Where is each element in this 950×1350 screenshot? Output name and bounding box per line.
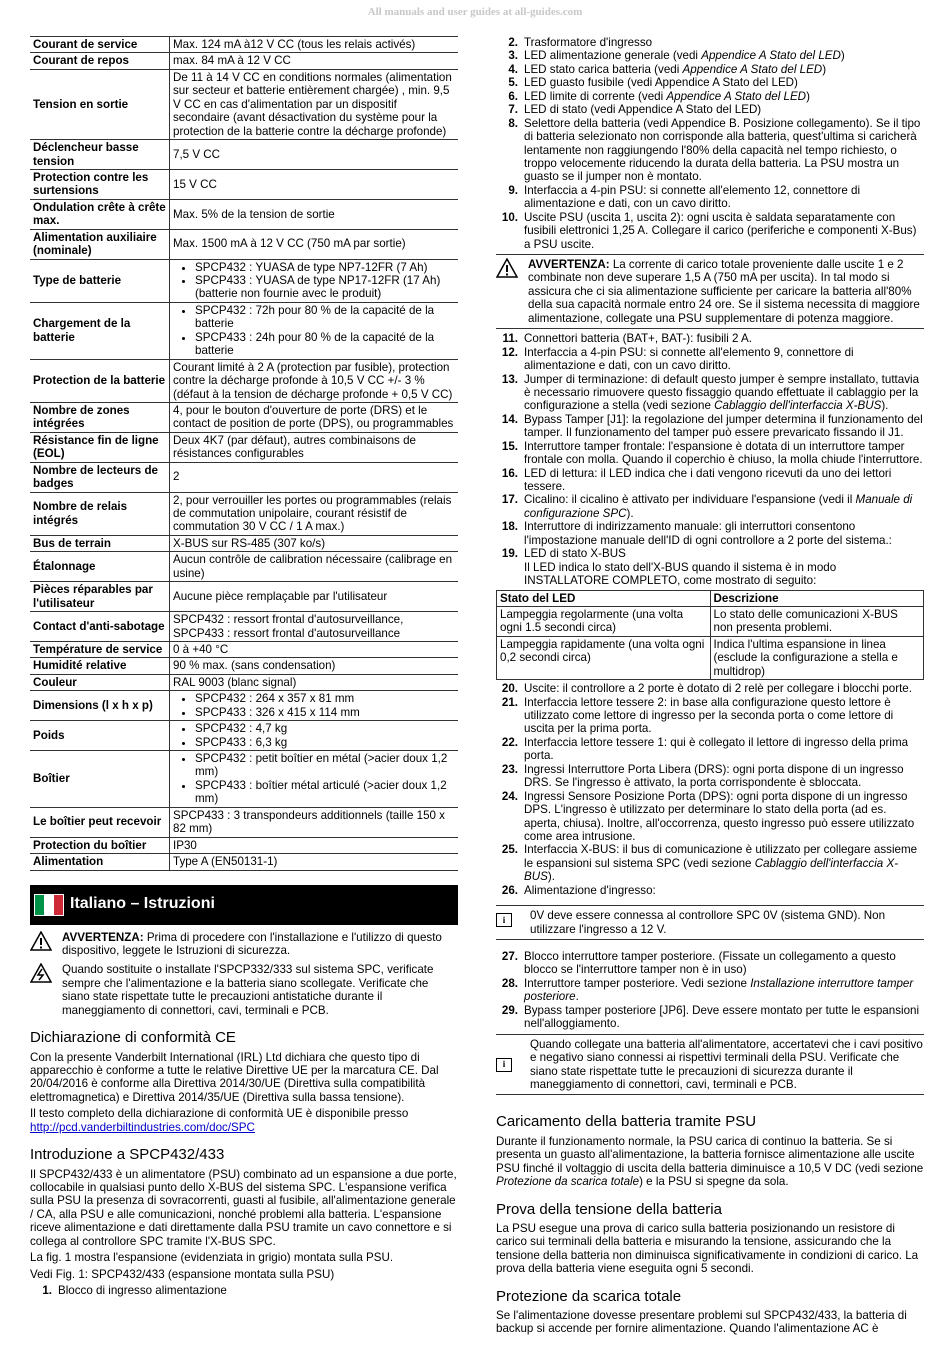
list-item: 1. Blocco di ingresso alimentazione bbox=[42, 1284, 227, 1298]
table-row bbox=[30, 641, 458, 657]
list-item: • SPCP432 : 72h pour 80 % de la capacité de la batterie bbox=[195, 304, 455, 331]
note-block-2 bbox=[496, 1038, 924, 1092]
test-heading: Prova della tensione della batteria bbox=[496, 1200, 722, 1218]
spec-value: 90 % max. (sans condensation) bbox=[170, 658, 459, 674]
spec-label: Résistance fin de ligne (EOL) bbox=[30, 432, 170, 462]
spec-label: Le boîtier peut recevoir bbox=[30, 807, 170, 837]
divider bbox=[496, 905, 924, 906]
spec-value: Deux 4K7 (par défaut), autres combinaisons de résistances configurables bbox=[170, 432, 459, 462]
spec-label: Ondulation crête à crête max. bbox=[30, 199, 170, 229]
warning-text-3: AVVERTENZA: La corrente di carico totale proveniente dalle uscite 1 e 2 combinate non deve superare 1,5 A (750 mA per uscita). In tal modo si assicura che ci sia alimentazione sufficiente per caricare la batteria all'80% della sua capacità normale entro 24 ore. Se il sistema necessita di maggiore alimentazione, collegate una PSU supplementare di potenza maggiore. bbox=[528, 258, 920, 325]
test-paragraph: La PSU esegue una prova di carico sulla batteria posizionando un resistore di carico sui terminali della batteria e misurando la tensione, assicurando che la tensione della batteria non diminuisca significativamente in condizioni di carico. La prova della batteria viene eseguita ogni 5 secondi. bbox=[496, 1221, 919, 1276]
spec-value: 7,5 V CC bbox=[170, 140, 459, 170]
spec-value: Courant limité à 2 A (protection par fusible), protection contre la décharge profonde à 10,5 V CC +/- 3 % (défaut à la tension de décharge profonde + 0,5 V CC) bbox=[170, 359, 459, 402]
spec-value: IP30 bbox=[170, 837, 459, 853]
table-cell: Lo stato delle comunicazioni X-BUS non presenta problemi. bbox=[710, 606, 924, 636]
list-item: 29. Bypass tamper posteriore [JP6]. Deve essere montato per tutte le espansioni nell'alloggiamento. bbox=[501, 1003, 920, 1031]
spec-label: Déclencheur basse tension bbox=[30, 140, 170, 170]
spec-value: max. 84 mA à 12 V CC bbox=[170, 53, 459, 69]
table-cell: Lampeggia rapidamente (una volta ogni 0,2 secondi circa) bbox=[497, 636, 711, 679]
spec-label: Courant de service bbox=[30, 37, 170, 53]
spec-value: Max. 124 mA à12 V CC (tous les relais activés) bbox=[170, 37, 459, 53]
ce-heading: Dichiarazione di conformità CE bbox=[30, 1029, 236, 1047]
table-row bbox=[30, 37, 458, 53]
list-item: 28. Interruttore tamper posteriore. Vedi sezione Installazione interruttore tamper posteriore. bbox=[501, 976, 914, 1004]
item19-description: Il LED indica lo stato dell'X-BUS quando il sistema è in modo INSTALLATORE COMPLETO, come mostrato di seguito: bbox=[524, 560, 837, 588]
list-item: 13. Jumper di terminazione: di default questo jumper è sempre installato, tuttavia è necessario rimuovere questo fissaggio quando effettuate il cablaggio per la configurazione a stella (vedi sezione Cablaggio dell'interfaccia X-BUS). bbox=[501, 372, 920, 413]
warning-text-1: AVVERTENZA: Prima di procedere con l'installazione e l'utilizzo di questo dispositivo, leggete le Istruzioni di sicurezza. bbox=[62, 930, 442, 957]
table-row bbox=[30, 169, 458, 199]
spec-label: Dimensions (l x h x p) bbox=[30, 691, 170, 721]
table-row bbox=[30, 721, 458, 751]
intro-paragraph-2: La fig. 1 mostra l'espansione (evidenziata in grigio) montata sulla PSU. bbox=[30, 1251, 394, 1265]
list-item: • SPCP432 : YUASA de type NP7-12FR (7 Ah) bbox=[195, 261, 455, 274]
spec-value: X-BUS sur RS-485 (307 ko/s) bbox=[170, 535, 459, 551]
table-row bbox=[30, 259, 458, 302]
spec-label: Tension en sortie bbox=[30, 69, 170, 139]
table-row bbox=[30, 535, 458, 551]
divider bbox=[496, 254, 924, 255]
table-row bbox=[30, 674, 458, 690]
intro-heading: Introduzione a SPCP432/433 bbox=[30, 1146, 225, 1164]
divider bbox=[496, 939, 924, 940]
list-item: 23. Ingressi Interruttore Porta Libera (DRS): ogni porta dispone di un ingresso DRS. Se l'ingresso è attivato, la porta corrispondente è sbloccata. bbox=[501, 762, 904, 790]
table-row bbox=[30, 751, 458, 808]
list-item: • SPCP433 : 6,3 kg bbox=[195, 736, 455, 749]
table-row bbox=[30, 359, 458, 402]
header-cell: Descrizione bbox=[710, 590, 924, 606]
list-item: 27. Blocco interruttore tamper posteriore. (Fissate un collegamento a questo blocco se l'interruttore tamper non è in uso) bbox=[501, 950, 896, 977]
divider bbox=[496, 1034, 924, 1035]
protection-paragraph: Se l'alimentazione dovesse presentare problemi sul SPCP432/433, la batteria di backup si accende per fornire alimentazione. Quando l'alimentazione AC è bbox=[496, 1309, 907, 1336]
spec-value: Aucune pièce remplaçable par l'utilisateur bbox=[170, 582, 459, 612]
right-column bbox=[496, 36, 924, 1339]
list-item: • SPCP433 : 24h pour 80 % de la capacité de la batterie bbox=[195, 331, 455, 358]
spec-value bbox=[170, 721, 459, 751]
spec-label: Nombre de lecteurs de badges bbox=[30, 462, 170, 492]
flag-red bbox=[54, 895, 63, 915]
charge-paragraph: Durante il funzionamento normale, la PSU carica di continuo la batteria. Se si presenta un guasto all'alimentazione, la batteria fornisce alimentazione alle uscite PSU finché il voltaggio di uscita della batteria diminuisce a 10,5 V DC (vedi sezione Protezione da scarica totale) e la PSU si spegne da sola. bbox=[496, 1134, 924, 1189]
spec-value: SPCP432 : ressort frontal d'autosurveillance, SPCP433 : ressort frontal d'autosurveillance bbox=[170, 612, 459, 642]
spec-value: De 11 à 14 V CC en conditions normales (alimentation sur secteur et batterie entièrement chargée) , min. 9,5 V CC en cas d'alimentation par un dispositif secondaire (avant désactivation du système pour la protection de la batterie contre la décharge profonde) bbox=[170, 69, 459, 139]
item-list-a bbox=[496, 36, 924, 251]
table-row bbox=[30, 658, 458, 674]
warning-icon bbox=[30, 931, 52, 951]
spec-value: 4, pour le bouton d'ouverture de porte (DRS) et le contact de position de porte (DPS), ou programmables bbox=[170, 402, 459, 432]
table-row bbox=[30, 837, 458, 853]
list-item: 12. Interfaccia a 4-pin PSU: si connette all'elemento 9, connettore di alimentazione e dati, con un cavo diritto. bbox=[501, 345, 854, 373]
spec-value: 2 bbox=[170, 462, 459, 492]
spec-label: Nombre de relais intégrés bbox=[30, 492, 170, 535]
table-row bbox=[30, 199, 458, 229]
list-item: 24. Ingressi Sensore Posizione Porta (DPS): ogni porta dispone di un ingresso DPS. L'ingresso è utilizzato per determinare lo stato della porta (ad es. aperta, chiusa). Inoltre, all'occorrenza, questo ingresso può essere utilizzato come area intrusione. bbox=[501, 789, 915, 843]
table-row bbox=[30, 582, 458, 612]
spec-label: Température de service bbox=[30, 641, 170, 657]
list-item: 2. Trasformatore d'ingresso bbox=[508, 36, 653, 49]
ce-paragraph: Con la presente Vanderbilt International (IRL) Ltd dichiara che questo tipo di apparecchio è conforme a tutte le relative Direttive UE per la marcatura CE. Dal 20/04/2016 è conforme alla Direttiva 2014/30/UE (Direttiva sulla compatibilità elettromagnetica) e Direttiva 2014/35/UE (Direttiva sulla bassa tensione). bbox=[30, 1050, 439, 1104]
spec-value: 0 à +40 °C bbox=[170, 641, 459, 657]
spec-value: 15 V CC bbox=[170, 169, 459, 199]
flag-green bbox=[35, 895, 44, 915]
italian-flag-icon bbox=[34, 894, 64, 916]
spec-value: RAL 9003 (blanc signal) bbox=[170, 674, 459, 690]
list-item: 19. LED di stato X-BUS bbox=[501, 547, 626, 561]
table-row bbox=[30, 302, 458, 359]
list-item: 5. LED guasto fusibile (vedi Appendice A Stato del LED) bbox=[508, 76, 798, 90]
table-row bbox=[30, 140, 458, 170]
list-item: 14. Bypass Tamper [J1]: la regolazione del jumper determina il funzionamento del tamper. Il funzionamento del tamper può essere prevaricato fissando il J1. bbox=[501, 412, 923, 440]
flag-white bbox=[44, 895, 53, 915]
item-list-b bbox=[496, 332, 924, 560]
ce-link[interactable]: http://pcd.vanderbiltindustries.com/doc/SPC bbox=[30, 1120, 255, 1134]
spec-label: Protection du boîtier bbox=[30, 837, 170, 853]
table-row bbox=[30, 462, 458, 492]
list-item: • SPCP433 : boîtier métal articulé (>acier doux 1,2 mm) bbox=[195, 779, 455, 806]
spec-label: Couleur bbox=[30, 674, 170, 690]
spec-label: Nombre de zones intégrées bbox=[30, 402, 170, 432]
spec-label: Chargement de la batterie bbox=[30, 302, 170, 359]
list-item: 4. LED stato carica batteria (vedi Appendice A Stato del LED) bbox=[508, 62, 827, 76]
warning-icon bbox=[496, 258, 518, 278]
intro-paragraph: Il SPCP432/433 è un alimentatore (PSU) combinato ad un espansione a due porte, collocabile in qualsiasi punto dello X-BUS del sistema SPC. L'espansione verifica sulla PSU la presenza di sovracorrenti, guasti al fusibile, all'alimentazione generale / CA, alla PSU e alle comunicazioni, nonché problemi alla batteria. L'espansione riceve alimentazione e dati direttamente dalla PSU tramite un cavo connettore e si collega al controllore SPC tramite l'X-BUS SPC. bbox=[30, 1167, 457, 1248]
table-cell: Indica l'ultima espansione in linea (esclude la configurazione a stella e multidrop) bbox=[710, 636, 924, 679]
led-table-header bbox=[497, 590, 924, 606]
list-item: 26. Alimentazione d'ingresso: bbox=[501, 883, 656, 897]
spec-value: 2, pour verrouiller les portes ou programmables (relais de commutation unipolaire, courant résistif de commutation 30 V CC / 1 A max.) bbox=[170, 492, 459, 535]
spec-label: Bus de terrain bbox=[30, 535, 170, 551]
spec-value bbox=[170, 751, 459, 808]
table-cell: Lampeggia regolarmente (una volta ogni 1.5 secondi circa) bbox=[497, 606, 711, 636]
table-row bbox=[30, 612, 458, 642]
table-row bbox=[30, 552, 458, 582]
list-item: 16. LED di lettura: il LED indica che i dati vengono ricevuti da uno dei lettori tessere. bbox=[501, 466, 892, 493]
table-row bbox=[30, 69, 458, 139]
spec-label: Protection contre les surtensions bbox=[30, 169, 170, 199]
table-row bbox=[30, 691, 458, 721]
spec-label: Poids bbox=[30, 721, 170, 751]
list-item: 22. Interfaccia lettore tessere 1: qui è collegato il lettore di ingresso della prima porta. bbox=[501, 735, 909, 763]
header-cell: Stato del LED bbox=[497, 590, 711, 606]
divider bbox=[496, 1094, 924, 1095]
list-item: • SPCP432 : 264 x 357 x 81 mm bbox=[195, 692, 455, 705]
charge-heading: Caricamento della batteria tramite PSU bbox=[496, 1113, 757, 1131]
spec-label: Boîtier bbox=[30, 751, 170, 808]
protection-heading: Protezione da scarica totale bbox=[496, 1287, 682, 1305]
info-icon: i bbox=[496, 1058, 512, 1072]
table-row bbox=[497, 636, 924, 679]
list-item: 25. Interfaccia X-BUS: il bus di comunicazione è utilizzato per collegare assieme le espansioni sul sistema SPC (vedi sezione Cablaggio dell'interfaccia X-BUS). bbox=[501, 843, 918, 884]
spec-value: Max. 5% de la tension de sortie bbox=[170, 199, 459, 229]
note-text-1: 0V deve essere connessa al controllore SPC 0V (sistema GND). Non utilizzare l'ingresso a 12 V. bbox=[530, 909, 886, 936]
spec-label: Alimentation auxiliaire (nominale) bbox=[30, 229, 170, 259]
left-item-list bbox=[30, 1284, 458, 1297]
list-item: 17. Cicalino: il cicalino è attivato per individuare l'espansione (vedi il Manuale di configurazione SPC). bbox=[501, 493, 913, 520]
table-row bbox=[30, 53, 458, 69]
list-item: • SPCP433 : YUASA de type NP17-12FR (17 Ah) (batterie non fournie avec le produit) bbox=[195, 274, 455, 301]
spec-table bbox=[30, 36, 458, 871]
led-status-table bbox=[496, 590, 924, 681]
spec-label: Alimentation bbox=[30, 854, 170, 870]
list-item: 21. Interfaccia lettore tessere 2: in base alla configurazione questo lettore è utilizzato come lettore di ingresso per la seconda porta o come lettore di uscita per la prima porta. bbox=[501, 695, 894, 736]
list-item: 11. Connettori batteria (BAT+, BAT-): fusibili 2 A. bbox=[502, 332, 752, 346]
list-item: 7. LED di stato (vedi Appendice A Stato del LED) bbox=[508, 103, 762, 117]
spec-value: Max. 1500 mA à 12 V CC (750 mA par sortie) bbox=[170, 229, 459, 259]
table-row bbox=[30, 807, 458, 837]
spec-label: Humidité relative bbox=[30, 658, 170, 674]
warning-block-1 bbox=[30, 931, 458, 958]
info-icon: i bbox=[496, 913, 512, 927]
spec-value bbox=[170, 302, 459, 359]
item-list-c bbox=[496, 682, 924, 897]
spec-label: Courant de repos bbox=[30, 53, 170, 69]
intro-paragraph-3: Vedi Fig. 1: SPCP432/433 (espansione montata sulla PSU) bbox=[30, 1267, 335, 1281]
spec-label: Pièces réparables par l'utilisateur bbox=[30, 582, 170, 612]
list-item: • SPCP432 : 4,7 kg bbox=[195, 722, 455, 735]
list-item: 15. Interruttore tamper frontale: l'espansione è dotata di un interruttore tamper frontale con molla. Quando il coperchio è chiuso, la molla chiude l'interruttore. bbox=[501, 439, 923, 467]
spec-label: Contact d'anti-sabotage bbox=[30, 612, 170, 642]
list-item: • SPCP432 : petit boîtier en métal (>acier doux 1,2 mm) bbox=[195, 752, 455, 779]
banner-title: Italiano – Istruzioni bbox=[70, 895, 215, 913]
spec-value: SPCP433 : 3 transpondeurs additionnels (taille 150 x 82 mm) bbox=[170, 807, 459, 837]
list-item: 10. Uscite PSU (uscita 1, uscita 2): ogni uscita è saldata separatamente con fusibili elettronici 1,25 A. Collegare il carico (periferiche e componenti X-Bus) a PSU uscite. bbox=[501, 210, 917, 251]
list-item: • SPCP433 : 326 x 415 x 114 mm bbox=[195, 706, 455, 719]
spec-label: Protection de la batterie bbox=[30, 359, 170, 402]
spec-label: Type de batterie bbox=[30, 259, 170, 302]
list-item: 18. Interruttore di indirizzamento manuale: gli interruttori consentono l'impostazione manuale dell'ID di ogni controllore a 2 porte del sistema.: bbox=[501, 520, 892, 547]
table-row bbox=[30, 432, 458, 462]
left-column bbox=[30, 36, 458, 1297]
warning-block-3 bbox=[496, 258, 924, 325]
spec-value bbox=[170, 691, 459, 721]
spec-label: Étalonnage bbox=[30, 552, 170, 582]
warning-block-2 bbox=[30, 963, 458, 1017]
watermark: All manuals and user guides at all-guides.com bbox=[367, 6, 583, 18]
table-row bbox=[497, 606, 924, 636]
language-banner bbox=[30, 885, 458, 925]
spec-value: Type A (EN50131-1) bbox=[170, 854, 459, 870]
list-item: 6. LED limite di corrente (vedi Appendice A Stato del LED) bbox=[508, 89, 810, 103]
table-row bbox=[30, 402, 458, 432]
table-row bbox=[30, 229, 458, 259]
item-list-d bbox=[496, 950, 924, 1031]
electric-warning-icon bbox=[30, 963, 52, 983]
warning-text-2: Quando sostituite o installate l'SPCP332/333 sul sistema SPC, verificate sempre che l'alimentazione e la batteria siano scollegate. Verificate che siano state rispettate tutte le precauzioni antistatiche durante il maneggiamento di connettori, cavi, terminali e PCB. bbox=[62, 963, 434, 1017]
divider bbox=[496, 328, 924, 329]
table-row bbox=[30, 854, 458, 870]
spec-value bbox=[170, 259, 459, 302]
table-row bbox=[30, 492, 458, 535]
note-text-2: Quando collegate una batteria all'alimentatore, accertatevi che i cavi positivo e negativo siano connessi ai rispettivi terminali della PSU. Verificate che siano state rispettate tutte le precauzioni di sicurezza durante il maneggiamento di connettori, cavi, terminali e PCB. bbox=[530, 1037, 923, 1091]
list-item: 3. LED alimentazione generale (vedi Appendice A Stato del LED) bbox=[508, 49, 845, 63]
spec-value: Aucun contrôle de calibration nécessaire (calibrage en usine) bbox=[170, 552, 459, 582]
list-item: 9. Interfaccia a 4-pin PSU: si connette all'elemento 12, connettore di alimentazione e dati, con un cavo diritto. bbox=[508, 183, 861, 211]
note-block-1 bbox=[496, 909, 924, 936]
list-item: 8. Selettore della batteria (vedi Appendice B. Posizione collegamento). Se il tipo di batteria selezionato non corrisponde alla batteria, quest'ultima si caricherà lentamente non raggiungendo l'80% della capacità nel tempo richiesto, o troppo velocemente riducendo la durata della batteria. La PSU mostra un guasto se il jumper non è montato. bbox=[508, 116, 921, 184]
list-item: 20. Uscite: il controllore a 2 porte è dotato di 2 relè per collegare i blocchi porte. bbox=[501, 682, 912, 696]
ce-paragraph-2: Il testo completo della dichiarazione di conformità UE è disponibile presso http://pcd.vanderbiltindustries.com/doc/SPC bbox=[30, 1107, 409, 1134]
